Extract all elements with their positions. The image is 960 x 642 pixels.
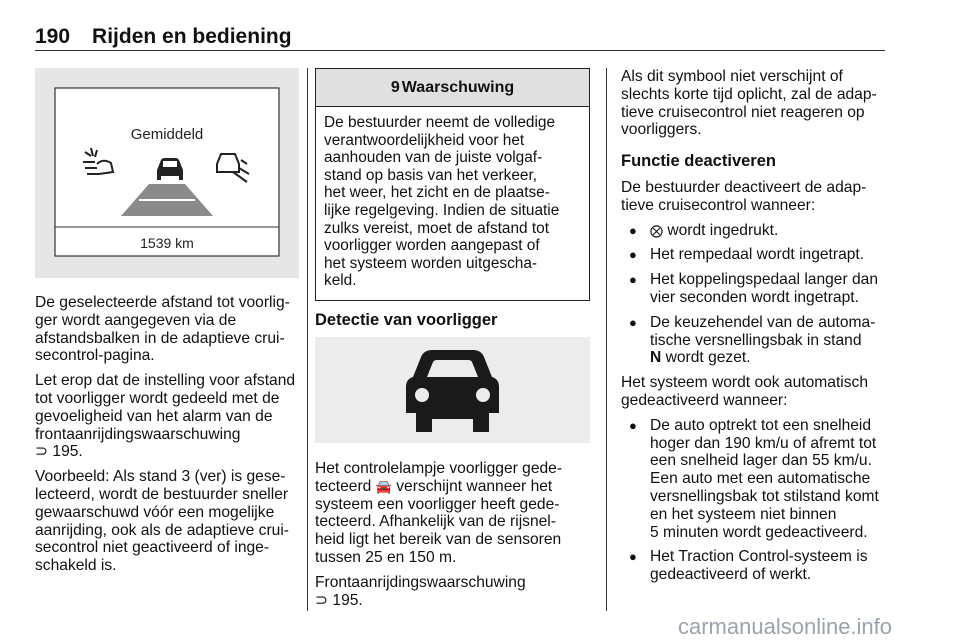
section-title: Rijden en bediening (92, 25, 292, 48)
section-heading: Functie deactiveren (621, 152, 776, 171)
header-rule (35, 50, 885, 51)
paragraph: Frontaanrijdingswaarschuwing ⊃ 195. (315, 573, 526, 609)
cruise-cancel-icon: ⨂ (650, 222, 663, 238)
paragraph: De geselecteerde afstand tot voorlig- ger wordt aangegeven via de afstandsbalken in de adaptieve crui- secontrol-pagina. (35, 294, 290, 365)
list-item: ● Het rempedaal wordt ingetrapt. (621, 246, 891, 264)
paragraph: Let erop dat de instelling voor afstand tot voorligger wordt gedeeld met de gevoeligheid van het alarm van de frontaanrijdingswaarschuwing ⊃ 195. (35, 372, 296, 461)
list-item: ● De auto optrekt tot een snelheid hoger dan 190 km/u of afremt tot een snelheid lager dan 55 km/u. Een auto met een automatische versnellingsbak tot stilstand komt en het systeem niet binnen 5 minuten wordt gedeactiveerd. (621, 417, 891, 542)
watermark: carmanualsonline.info (678, 614, 893, 639)
list-item: ● Het koppelingspedaal langer dan vier seconden wordt ingetrapt. (621, 271, 891, 307)
vehicle-detected-figure (315, 337, 590, 443)
column-2-heading (315, 312, 595, 330)
vehicle-detected-inline-icon: 🚘 (375, 478, 392, 494)
warning-box (315, 68, 590, 301)
list-item: ● Het Traction Control-systeem is gedeactiveerd of werkt. (621, 548, 891, 584)
page-number: 190 (35, 25, 71, 48)
column-3 (621, 68, 891, 591)
paragraph: Voorbeeld: Als stand 3 (ver) is gese- lecteerd, wordt de bestuurder sneller gewaarschuwd vóór een mogelijke aanrijding, ook als de adaptieve crui- secontrol niet geactiveerd of inge- schakeld is. (35, 468, 289, 575)
warning-title-bar (316, 69, 589, 107)
list-item: ● ⨂ wordt ingedrukt. (621, 222, 891, 240)
warning-triangle-icon: 9 (390, 78, 400, 96)
deactivation-list (621, 222, 891, 368)
list-item: ● De keuzehendel van de automa- tische versnellingsbak in stand N wordt gezet. (621, 314, 891, 367)
display-illustration (35, 68, 299, 278)
column-divider-2 (606, 68, 607, 611)
odometer-readout: 1539 km (140, 235, 194, 251)
page-header (35, 25, 292, 49)
paragraph: Het systeem wordt ook automatisch gedeactiveerd wanneer: (621, 374, 869, 409)
auto-deactivation-list (621, 417, 891, 584)
column-2 (315, 460, 600, 616)
section-heading: Detectie van voorligger (315, 311, 498, 329)
vehicle-detected-icon (315, 337, 590, 443)
paragraph: Het controlelampje voorligger gede- tecteerd 🚘 verschijnt wanneer het systeem een voorligger heeft gede- tecteerd. Afhankelijk van de rijsnel- heid ligt het bereik van de sensoren tussen 25 en 150 m. (315, 460, 563, 566)
paragraph: Als dit symbool niet verschijnt of slechts korte tijd oplicht, zal de adap- tieve cruisecontrol niet reageren op voorliggers. (621, 68, 877, 139)
following-distance-figure (35, 68, 299, 278)
display-label: Gemiddeld (130, 126, 204, 143)
warning-title: Waarschuwing (401, 78, 515, 96)
column-divider-1 (307, 68, 308, 611)
warning-text: De bestuurder neemt de volledige verantwoordelijkheid voor het aanhouden van de juiste volgaf- stand op basis van het verkeer, het weer, het zicht en de plaatse- lijke regelgeving. Indien de situatie zulks vereist, moet de afstand tot voorligger worden aangepast of het systeem worden uitgescha- keld. (324, 114, 560, 290)
paragraph: De bestuurder deactiveert de adap- tieve cruisecontrol wanneer: (621, 178, 867, 214)
column-1 (35, 294, 300, 582)
